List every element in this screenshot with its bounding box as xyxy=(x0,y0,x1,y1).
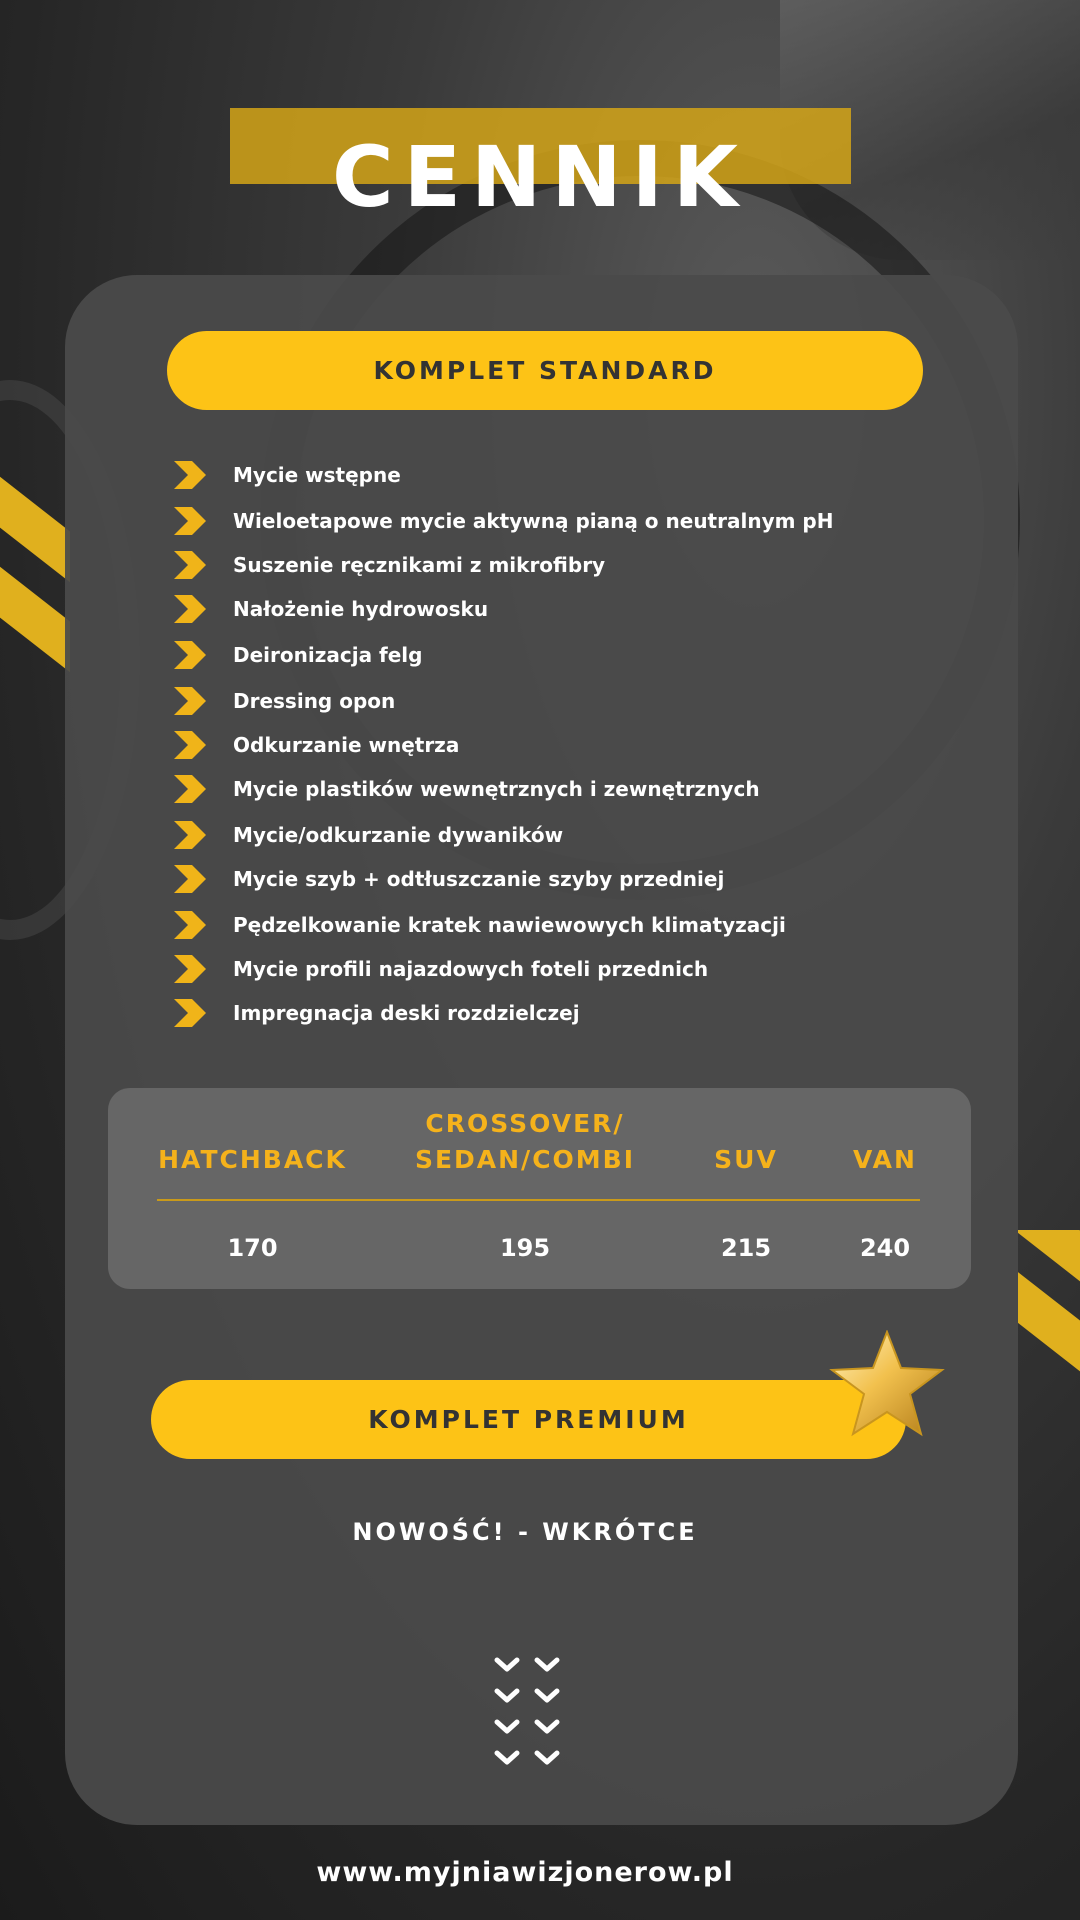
chevron-right-icon xyxy=(174,507,208,535)
star-icon xyxy=(828,1330,946,1438)
feature-item xyxy=(174,589,488,629)
double-chevron-down-icon xyxy=(492,1655,562,1775)
feature-item xyxy=(174,681,395,721)
price-value-suv: 215 xyxy=(720,1234,772,1262)
chevron-right-icon xyxy=(174,641,208,669)
feature-label: Mycie/odkurzanie dywaników xyxy=(233,823,564,847)
feature-label: Mycie wstępne xyxy=(233,463,401,487)
feature-item xyxy=(174,501,833,541)
feature-item xyxy=(174,635,422,675)
feature-label: Mycie profili najazdowych foteli przednich xyxy=(233,957,709,981)
chevron-right-icon xyxy=(174,865,208,893)
price-header-crossover: CROSSOVER/ SEDAN/COMBI xyxy=(414,1109,636,1174)
feature-label: Deironizacja felg xyxy=(233,643,423,667)
feature-label: Dressing opon xyxy=(233,689,396,713)
feature-label: Odkurzanie wnętrza xyxy=(233,733,460,757)
page-title: CENNIK xyxy=(332,128,748,226)
feature-label: Suszenie ręcznikami z mikrofibry xyxy=(233,553,606,577)
chevron-right-icon xyxy=(174,461,208,489)
feature-label: Mycie plastików wewnętrznych i zewnętrznych xyxy=(233,777,760,801)
chevron-right-icon xyxy=(174,911,208,939)
feature-label: Impregnacja deski rozdzielczej xyxy=(233,1001,580,1025)
price-header-hatchback: HATCHBACK xyxy=(158,1145,347,1174)
feature-item xyxy=(174,815,563,855)
feature-item xyxy=(174,769,760,809)
feature-item xyxy=(174,949,708,989)
chevron-right-icon xyxy=(174,955,208,983)
decorative-stripes-left xyxy=(0,450,70,700)
price-header-suv: SUV xyxy=(714,1145,778,1174)
chevron-right-icon xyxy=(174,999,208,1027)
price-table-divider xyxy=(157,1199,920,1201)
feature-item xyxy=(174,455,401,495)
price-value-van: 240 xyxy=(859,1234,911,1262)
chevron-right-icon xyxy=(174,551,208,579)
chevron-right-icon xyxy=(174,775,208,803)
feature-label: Wieloetapowe mycie aktywną pianą o neutralnym pH xyxy=(233,509,834,533)
chevron-right-icon xyxy=(174,595,208,623)
premium-coming-soon: NOWOŚĆ! - WKRÓTCE xyxy=(352,1518,698,1546)
feature-label: Nałożenie hydrowosku xyxy=(233,597,489,621)
chevron-right-icon xyxy=(174,821,208,849)
feature-label: Mycie szyb + odtłuszczanie szyby przedniej xyxy=(233,867,725,891)
feature-item xyxy=(174,993,580,1033)
feature-item xyxy=(174,859,724,899)
chevron-right-icon xyxy=(174,687,208,715)
price-value-crossover: 195 xyxy=(499,1234,551,1262)
price-value-hatchback: 170 xyxy=(227,1234,278,1262)
feature-label: Pędzelkowanie kratek nawiewowych klimatyzacji xyxy=(233,913,786,937)
decorative-stripes-right xyxy=(1018,1230,1080,1420)
feature-item xyxy=(174,545,605,585)
standard-package-label: KOMPLET STANDARD xyxy=(167,331,923,410)
feature-item xyxy=(174,905,786,945)
chevron-right-icon xyxy=(174,731,208,759)
premium-package-label: KOMPLET PREMIUM xyxy=(151,1380,906,1459)
website-link[interactable]: www.myjniawizjonerow.pl xyxy=(316,1857,734,1888)
price-header-van: VAN xyxy=(853,1145,917,1174)
feature-item xyxy=(174,725,459,765)
